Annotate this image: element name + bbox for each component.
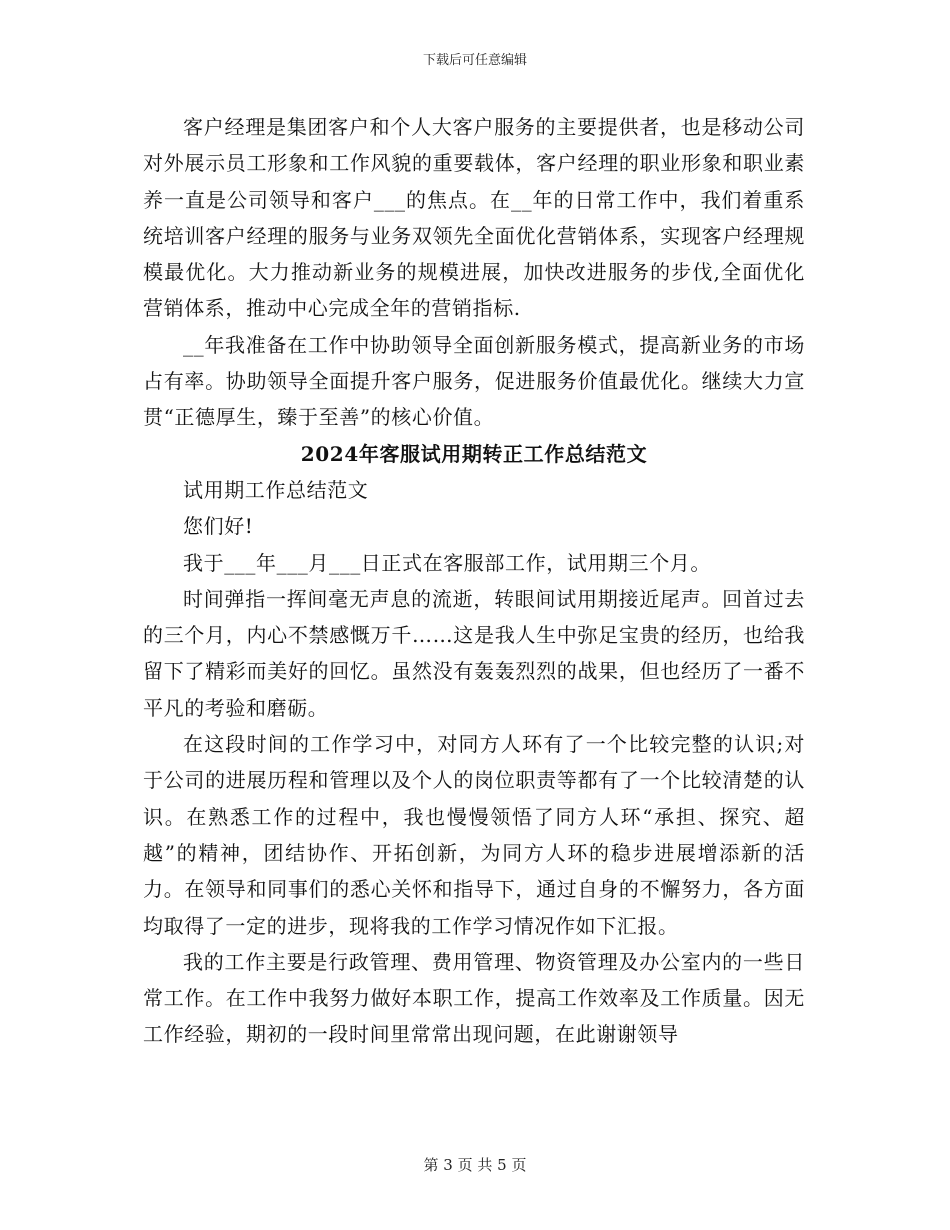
paragraph-subtitle: 试用期工作总结范文 bbox=[183, 477, 369, 502]
paragraph-plan: __年我准备在工作中协助领导全面创新服务模式，提高新业务的市场占有率。协助领导全面提升客户服务，促进服务价值最优化。继续大力宣贯“正德厚生，臻于至善”的核心价值。 bbox=[143, 332, 805, 430]
document-body bbox=[143, 109, 805, 1053]
paragraph-learning: 在这段时间的工作学习中，对同方人环有了一个比较完整的认识;对于公司的进展历程和管理以及个人的岗位职责等都有了一个比较清楚的认识。在熟悉工作的过程中，我也慢慢领悟了同方人环“承担、探究、超越”的精神，团结协作、开拓创新，为同方人环的稳步进展增添新的活力。在领导和同事们的悉心关怀和指导下，通过自身的不懈努力，各方面均取得了一定的进步，现将我的工作学习情况作如下汇报。 bbox=[143, 732, 805, 938]
section-title: 2024年客服试用期转正工作总结范文 bbox=[300, 441, 648, 466]
paragraph-start-date: 我于___年___月___日正式在客服部工作，试用期三个月。 bbox=[183, 550, 711, 575]
paragraph-greeting: 您们好! bbox=[183, 514, 254, 539]
page-number: 第 3 页 共 5 页 bbox=[423, 1156, 527, 1174]
paragraph-duties: 我的工作主要是行政管理、费用管理、物资管理及办公室内的一些日常工作。在工作中我努力做好本职工作，提高工作效率及工作质量。因无工作经验，期初的一段时间里常常出现问题，在此谢谢领导 bbox=[143, 949, 805, 1047]
paragraph-reflection: 时间弹指一挥间毫无声息的流逝，转眼间试用期接近尾声。回首过去的三个月，内心不禁感慨万千……这是我人生中弥足宝贵的经历，也给我留下了精彩而美好的回忆。虽然没有轰轰烈烈的战果，但也经历了一番不平凡的考验和磨砺。 bbox=[143, 586, 805, 720]
paragraph-intro: 客户经理是集团客户和个人大客户服务的主要提供者，也是移动公司对外展示员工形象和工作风貌的重要载体，客户经理的职业形象和职业素养一直是公司领导和客户___的焦点。在__年的日常工作中，我们着重系统培训客户经理的服务与业务双领先全面优化营销体系，实现客户经理规模最优化。大力推动新业务的规模进展，加快改进服务的步伐,全面优化营销体系，推动中心完成全年的营销指标. bbox=[143, 115, 805, 321]
page-header-note: 下载后可任意编辑 bbox=[422, 53, 527, 68]
